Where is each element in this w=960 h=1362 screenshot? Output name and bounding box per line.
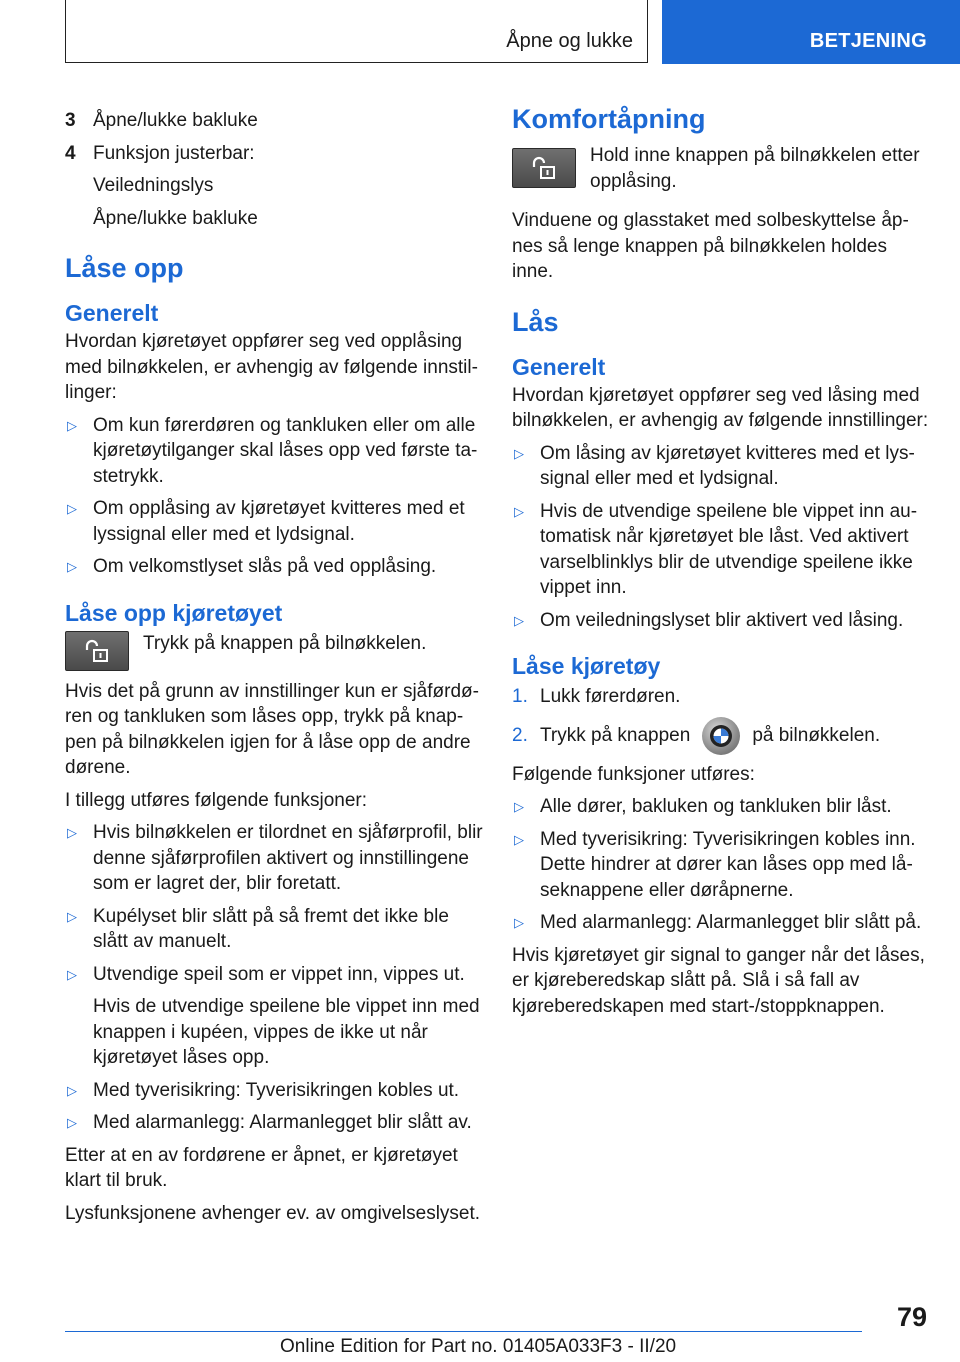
triangle-right-icon: ▷: [514, 445, 524, 461]
triangle-right-icon: ▷: [67, 966, 77, 982]
paragraph: Følgende funksjoner utføres:: [512, 763, 755, 785]
triangle-right-icon: ▷: [514, 915, 524, 930]
paragraph: Hvordan kjøretøyet oppfører seg ved opplåsing med bilnøkkelen, er avhengig av følgende innstillinger:: [65, 331, 478, 403]
unlock-key-row: [65, 631, 485, 671]
numbered-subitem: Veiledningslys: [93, 175, 214, 196]
triangle-right-icon: ▷: [514, 612, 524, 628]
section-title-box: [65, 0, 648, 63]
paragraph: Hvordan kjøretøyet oppfører seg ved låsing med bilnøkkelen, er avhengig av følgende innstillinger:: [512, 384, 929, 431]
chapter-tab: [662, 0, 960, 64]
heading-lase-opp: Låse opp: [65, 253, 184, 283]
triangle-right-icon: ▷: [67, 1082, 77, 1098]
list-item: ▷ Med alarmanlegg: Alarmanlegget blir slått på.: [512, 910, 930, 936]
numbered-subitem: Åpne/lukke bakluke: [93, 207, 258, 229]
triangle-right-icon: ▷: [67, 417, 77, 433]
unlock-padlock-icon: [512, 148, 576, 188]
triangle-right-icon: ▷: [514, 799, 524, 814]
list-item: ▷ Om opplåsing av kjøretøyet kvitteres med et lyssignal eller med et lydsignal.: [65, 496, 485, 547]
list-item: ▷ Om kun førerdøren og tankluken eller om alle kjøretøytilganger skal låses opp ved første tastetrykk.: [65, 413, 485, 490]
heading-lase-opp-kjoretoy: Låse opp kjøretøyet: [65, 599, 283, 626]
paragraph: Lysfunksjonene avhenger ev. av omgivelseslyset.: [65, 1202, 481, 1224]
step-item: 2. Trykk på knappen på bilnøkkelen.: [512, 717, 930, 755]
triangle-right-icon: ▷: [514, 503, 524, 519]
list-item: ▷ Utvendige speil som er vippet inn, vippes ut.: [65, 962, 485, 988]
list-item: ▷ Med alarmanlegg: Alarmanlegget blir slått av.: [65, 1110, 485, 1136]
chapter-tab-label: BETJENING: [809, 30, 927, 52]
numbered-item: 4 Funksjon justerbar:: [65, 142, 255, 164]
triangle-right-icon: ▷: [67, 825, 77, 840]
section-title: Åpne og lukke: [506, 30, 633, 52]
triangle-right-icon: ▷: [67, 908, 77, 924]
heading-las: Lås: [512, 306, 559, 337]
list-item: ▷ Hvis de utvendige speilene ble vippet inn automatisk når kjøretøyet ble låst. Ved aktivert varselblinklys blir de utvendige speilene ikke vippet inn.: [512, 499, 930, 601]
heading-lase-kjoretoy: Låse kjøretøy: [512, 653, 661, 679]
page-header: [0, 0, 960, 64]
bmw-logo-icon: [702, 717, 740, 755]
paragraph: I tillegg utføres følgende funksjoner:: [65, 789, 368, 811]
page-number: 79: [897, 1302, 928, 1332]
unlock-key-text: Trykk på knappen på bilnøkkelen.: [143, 632, 427, 654]
edition-text: Online Edition for Part no. 01405A033F3 - II/20: [280, 1336, 677, 1357]
list-item: ▷ Alle dører, bakluken og tankluken blir låst.: [512, 794, 930, 820]
list-item: ▷ Om velkomstlyset slås på ved opplåsing.: [65, 554, 485, 580]
list-item: ▷ Om veiledningslyset blir aktivert ved låsing.: [512, 608, 930, 634]
list-item: ▷ Med tyverisikring: Tyverisikringen kobles inn. Dette hindrer at dører kan låses opp med låseknappene eller døråpnerne.: [512, 827, 930, 904]
triangle-right-icon: ▷: [67, 559, 77, 574]
left-column: [65, 108, 485, 1233]
list-subtext: Hvis de utvendige speilene ble vippet inn med knappen i kupéen, vippes de ikke ut når kjøretøyet låses opp.: [93, 996, 480, 1068]
triangle-right-icon: ▷: [67, 1115, 77, 1130]
list-item: ▷ Om låsing av kjøretøyet kvitteres med et lyssignal eller med et lydsignal.: [512, 441, 930, 492]
komfort-key-text: Hold inne knappen på bilnøkkelen etter opplåsing.: [590, 145, 920, 192]
heading-komfortapning: Komfortåpning: [512, 104, 706, 134]
right-column: [512, 104, 930, 1026]
heading-generelt: Generelt: [65, 300, 159, 326]
step-item: 1. Lukk førerdøren.: [512, 686, 681, 707]
paragraph: Hvis det på grunn av innstillinger kun er sjåførdøren og tankluken som låses opp, trykk på knappen på bilnøkkelen igjen for å låse opp de andre dørene.: [65, 680, 479, 778]
paragraph: Vinduene og glasstaket med solbeskyttelse åpnes så lenge knappen på bilnøkkelen holdes inne.: [512, 210, 909, 282]
footer-divider: [65, 1331, 862, 1332]
numbered-item: 3 Åpne/lukke bakluke: [65, 110, 258, 131]
paragraph: Etter at en av fordørene er åpnet, er kjøretøyet klart til bruk.: [65, 1144, 458, 1191]
triangle-right-icon: ▷: [67, 501, 77, 516]
heading-generelt: Generelt: [512, 353, 606, 380]
list-item: ▷ Hvis bilnøkkelen er tilordnet en sjåførprofil, blir denne sjåførprofilen aktivert og innstillingene som er lagret der, blir foretatt.: [65, 820, 485, 897]
list-item: ▷ Med tyverisikring: Tyverisikringen kobles ut.: [65, 1078, 485, 1104]
paragraph: Hvis kjøretøyet gir signal to ganger når det låses, er kjøreberedskap slått på. Slå i så fall av kjøreberedskapen med start-/stoppknappen.: [512, 944, 925, 1017]
triangle-right-icon: ▷: [514, 831, 524, 847]
list-item: ▷ Kupélyset blir slått på så fremt det ikke ble slått av manuelt.: [65, 904, 485, 955]
unlock-padlock-icon: [65, 631, 129, 671]
komfort-key-row: [512, 143, 930, 194]
